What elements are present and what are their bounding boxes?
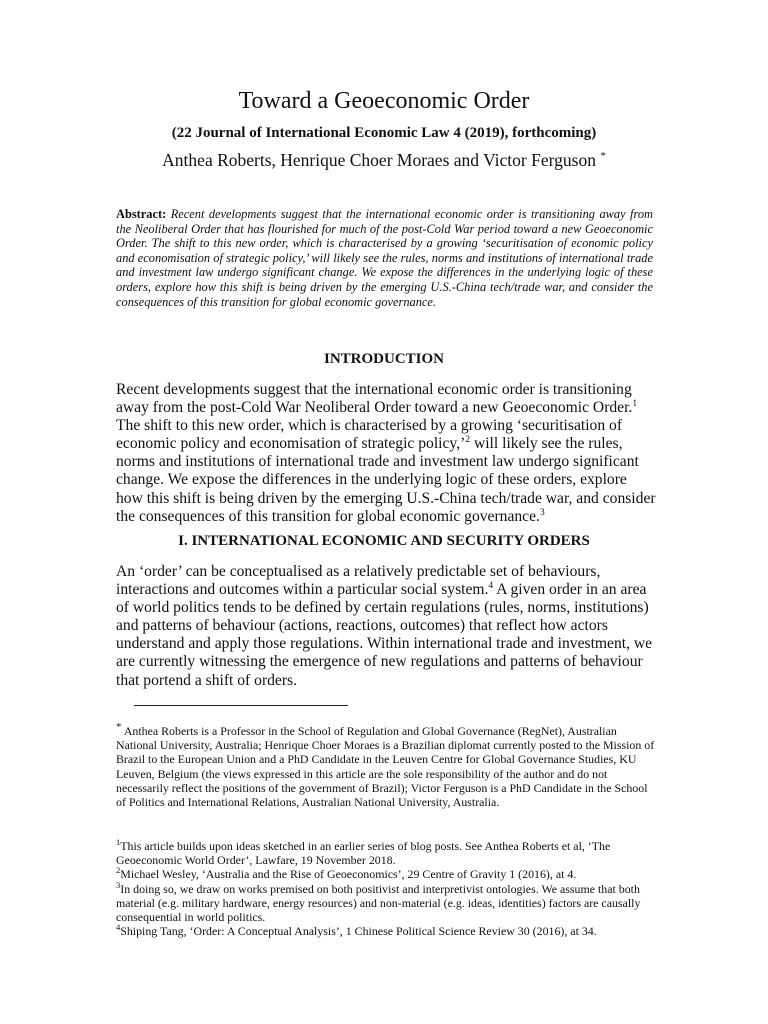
introduction-paragraph <box>116 381 656 526</box>
abstract <box>116 207 653 309</box>
footnote-number: 2 <box>116 865 121 876</box>
section-1-text-1: An ‘order’ can be conceptualised as a relatively predictable set of behaviours, interactions and outcomes within a particular social system. <box>116 563 601 599</box>
section-1-text-2: A given order in an area of world politics tends to be defined by certain regulations (rules, norms, institutions) and patterns of behaviour (actions, reactions, outcomes) that reflect how actors understand and apply those regulations. Within international trade and investment, we are currently witnessing the emergence of new regulations and patterns of behaviour that portend a shift of orders. <box>116 581 653 689</box>
paper-title: Toward a Geoeconomic Order <box>238 88 530 114</box>
footnote-text: Shiping Tang, ‘Order: A Conceptual Analysis’, 1 Chinese Political Science Review 30 (2016), at 34. <box>120 924 597 939</box>
footnote-item <box>116 839 656 867</box>
footnote-item <box>116 924 656 938</box>
intro-text-1: Recent developments suggest that the international economic order is transitioning away from the post-Cold War Neoliberal Order toward a new Geoeconomic Order. <box>116 381 633 417</box>
footnote-ref-1[interactable]: 1 <box>632 398 638 409</box>
author-footnote-mark: * <box>600 150 606 163</box>
footnote-number: 1 <box>116 837 121 848</box>
footnote-number: 4 <box>116 922 121 933</box>
footnote-text: Michael Wesley, ‘Australia and the Rise of Geoeconomics’, 29 Centre of Gravity 1 (2016), at 4. <box>120 867 577 882</box>
section-1-paragraph <box>116 563 656 690</box>
footnote-item <box>116 867 656 881</box>
journal-citation: (22 Journal of International Economic Law 4 (2019), forthcoming) <box>171 125 597 141</box>
footnote-list <box>116 839 656 938</box>
footnote-ref-3[interactable]: 3 <box>539 507 545 518</box>
abstract-label: Abstract: <box>116 207 167 221</box>
footnote-item <box>116 879 656 925</box>
author-names: Anthea Roberts, Henrique Choer Moraes and Victor Ferguson <box>162 150 596 170</box>
introduction-heading: INTRODUCTION <box>323 351 444 367</box>
author-line <box>0 150 768 171</box>
footnote-ref-2[interactable]: 2 <box>465 435 471 446</box>
intro-text-3: will likely see the rules, norms and institutions of international trade and investment law undergo significant change. We expose the differences in the underlying logic of these orders, explore how this shift is being driven by the emerging U.S.-China tech/trade war, and consider the consequences of this transition for global economic governance. <box>116 435 656 525</box>
footnote-text: In doing so, we draw on works premised on both positivist and interpretivist ontologies. We assume that both material (e.g. military hardware, energy resources) and non-material (e.g. ideas, identities) factors are causally consequential in world politics. <box>116 881 641 925</box>
footnote-text: This article builds upon ideas sketched in an earlier series of blog posts. See Anthea Roberts et al, ‘The Geoeconomic World Order’, Lawfare, 19 November 2018. <box>116 839 611 868</box>
footnote-ref-4[interactable]: 4 <box>488 580 494 591</box>
abstract-text: Recent developments suggest that the international economic order is transitioning away from the Neoliberal Order that has flourished for much of the post-Cold War period toward a new Geoeconomic Order. The shift to this new order, which is characterised by a growing ‘securitisation of economic policy and economisation of strategic policy,’ will likely see the rules, norms and institutions of international trade and investment law undergo significant change. We expose the differences in the underlying logic of these orders, explore how this shift is being driven by the emerging U.S.-China tech/trade war, and consider the consequences of this transition for global economic governance. <box>116 207 653 309</box>
footnote-separator <box>134 705 348 706</box>
author-footnote-marker: * <box>116 721 122 734</box>
intro-text-2: The shift to this new order, which is characterised by a growing ‘securitisation of economic policy and economisation of strategic policy,’ <box>116 417 623 453</box>
author-footnote-text: Anthea Roberts is a Professor in the School of Regulation and Global Governance (RegNet), Australian National University, Australia; Henrique Choer Moraes is a Brazilian diplomat currently posted to the Mission of Brazil to the European Union and a PhD Candidate in the Leuven Centre for Global Governance Studies, KU Leuven, Belgium (the views expressed in this article are the sole responsibility of the author and do not necessarily reflect the positions of the government of Brazil); Victor Ferguson is a PhD Candidate in the School of Politics and International Relations, Australian National University, Australia. <box>116 724 655 810</box>
footnote-number: 3 <box>116 879 121 890</box>
section-1-heading: I. INTERNATIONAL ECONOMIC AND SECURITY ORDERS <box>178 533 590 549</box>
author-footnote <box>116 721 656 810</box>
